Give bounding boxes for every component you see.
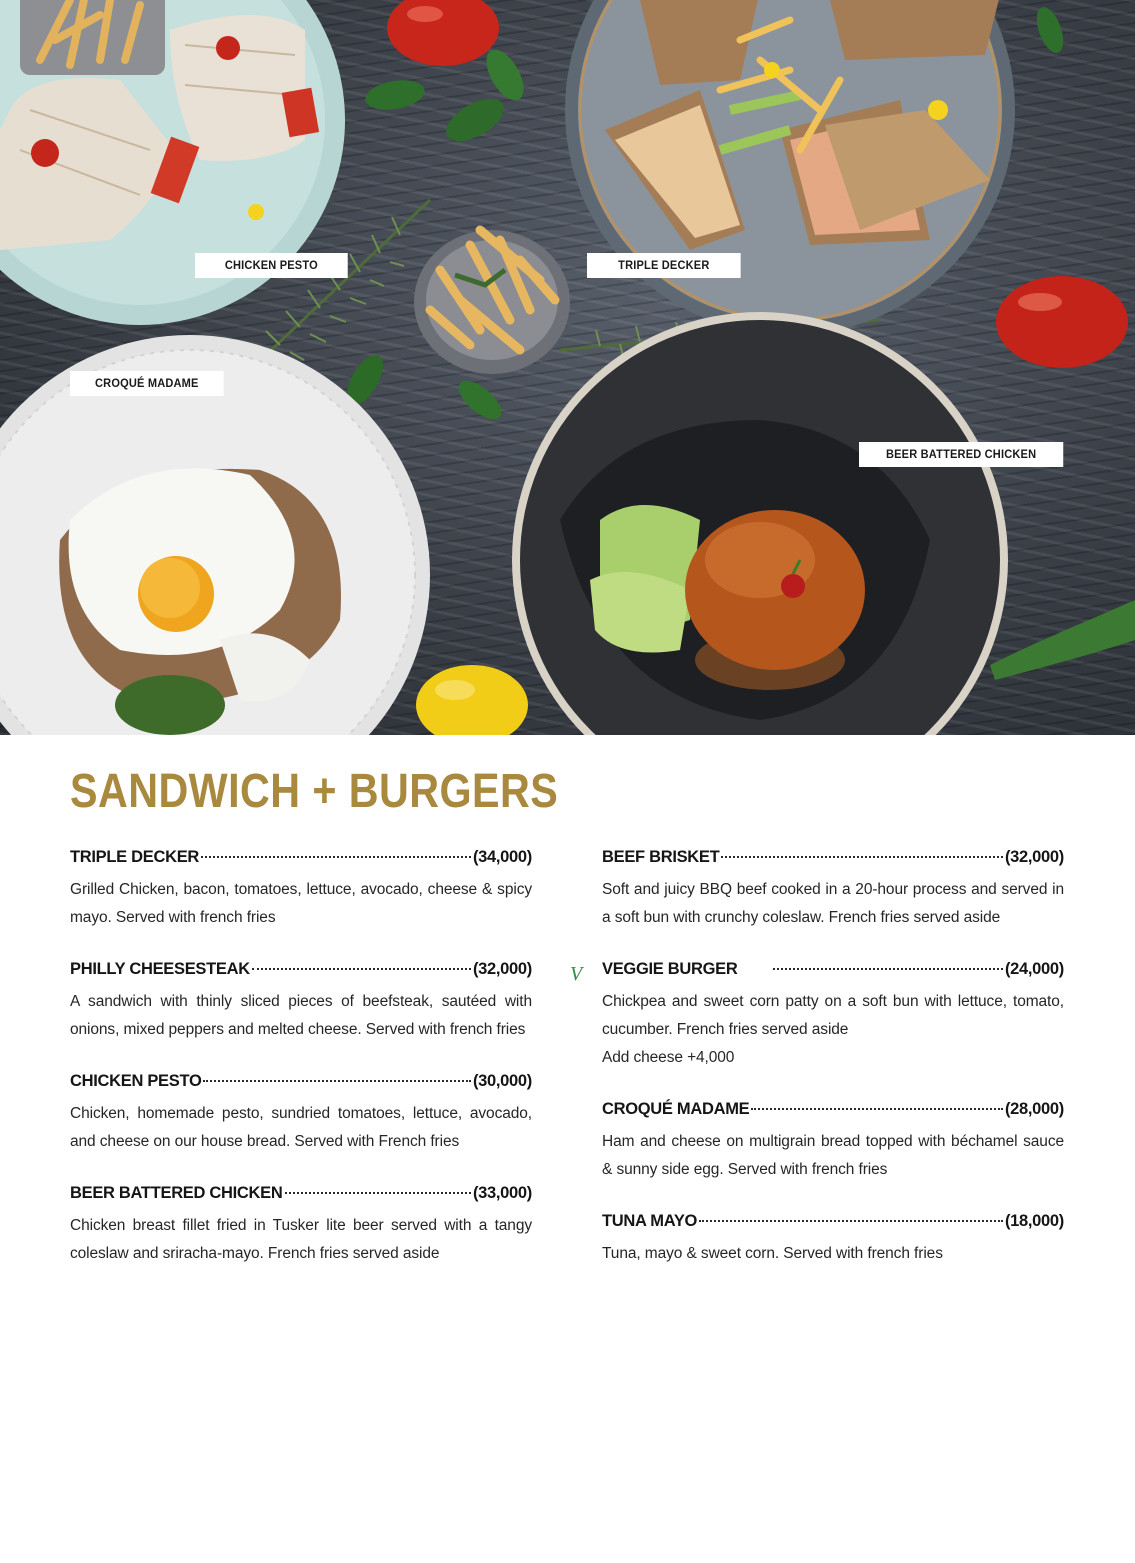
menu-item-description: Grilled Chicken, bacon, tomatoes, lettuce, avocado, cheese & spicy mayo. Served with french fries — [70, 881, 532, 926]
tomato — [387, 0, 499, 66]
menu-item-description: A sandwich with thinly sliced pieces of beefsteak, sautéed with onions, mixed peppers and melted cheese. Served with french fries — [70, 993, 532, 1038]
menu-item-description: Ham and cheese on multigrain bread topped with béchamel sauce & sunny side egg. Served with french fries — [602, 1133, 1064, 1178]
menu-item-header — [70, 1184, 532, 1212]
menu-item-description: Chicken breast fillet fried in Tusker lite beer served with a tangy coleslaw and sriracha-mayo. French fries served aside — [70, 1217, 532, 1262]
dot-leader — [721, 856, 1003, 858]
menu-item-description: Tuna, mayo & sweet corn. Served with french fries — [602, 1245, 943, 1262]
menu-item-header — [70, 960, 532, 988]
basil-leaf — [452, 374, 507, 426]
menu-item-price: (32,000) — [472, 960, 532, 978]
menu-item-price: (30,000) — [472, 1072, 532, 1090]
menu-item-header — [602, 960, 1064, 988]
menu-item-header — [602, 1212, 1064, 1240]
tag-beer-battered-chicken: BEER BATTERED CHICKEN — [859, 442, 1063, 467]
menu-item-beer-battered-chicken — [70, 1184, 532, 1268]
basil-leaf — [1031, 4, 1068, 57]
dot-leader — [285, 1192, 471, 1194]
menu-item-veggie-burger — [570, 960, 1064, 1072]
microgreens — [115, 675, 225, 735]
menu-item-price: (33,000) — [472, 1184, 532, 1202]
menu-item-name: VEGGIE BURGER — [602, 960, 738, 978]
menu-item-description: Chicken, homemade pesto, sundried tomatoes, lettuce, avocado, and cheese on our house bread. Served with French fries — [70, 1105, 532, 1150]
dot-leader — [252, 968, 471, 970]
tomato — [996, 276, 1128, 368]
menu-item-header — [70, 1072, 532, 1100]
dot-leader — [201, 856, 471, 858]
fries-basket — [20, 0, 165, 75]
basil-leaf — [479, 44, 531, 106]
menu-item-name: TUNA MAYO — [602, 1212, 698, 1230]
dot-leader — [773, 968, 1002, 970]
basil-leaf — [439, 90, 510, 150]
menu-item-price: (32,000) — [1004, 848, 1064, 866]
menu-item-name: CROQUÉ MADAME — [602, 1100, 750, 1118]
menu-item-name: CHICKEN PESTO — [70, 1072, 202, 1090]
menu-item-description: Chickpea and sweet corn patty on a soft bun with lettuce, tomato, cucumber. French fries served aside — [602, 993, 1064, 1038]
menu-item-chicken-pesto — [70, 1072, 532, 1156]
menu-item-price: (24,000) — [1004, 960, 1064, 978]
dot-leader — [699, 1220, 1003, 1222]
menu-column-left — [70, 848, 532, 1296]
menu-item-name: PHILLY CHEESESTEAK — [70, 960, 250, 978]
menu-item-header — [602, 848, 1064, 876]
menu-item-tuna-mayo — [602, 1212, 1064, 1268]
lemon — [416, 665, 528, 735]
menu-item-price: (28,000) — [1004, 1100, 1064, 1118]
basil-leaf — [363, 76, 427, 114]
food-illustration — [0, 0, 1135, 735]
menu-item-price: (34,000) — [472, 848, 532, 866]
tag-triple-decker: TRIPLE DECKER — [587, 253, 741, 278]
arugula-leaf — [990, 600, 1135, 680]
menu-item-philly-cheesesteak — [70, 960, 532, 1044]
menu-item-name: BEER BATTERED CHICKEN — [70, 1184, 283, 1202]
menu-item-price: (18,000) — [1004, 1212, 1064, 1230]
menu-item-beef-brisket — [602, 848, 1064, 932]
vegetarian-icon: V — [570, 963, 583, 985]
tag-chicken-pesto: CHICKEN PESTO — [195, 253, 348, 278]
dot-leader — [203, 1080, 470, 1082]
menu-item-header — [602, 1100, 1064, 1128]
menu-item-triple-decker — [70, 848, 532, 932]
menu-item-croque-madame — [602, 1100, 1064, 1184]
menu-item-name: TRIPLE DECKER — [70, 848, 200, 866]
menu-item-header — [70, 848, 532, 876]
dot-leader — [751, 1108, 1003, 1110]
menu-item-addon: Add cheese +4,000 — [602, 1049, 735, 1066]
menu-column-right — [570, 848, 1064, 1296]
hero-food-photo — [0, 0, 1135, 735]
menu-item-description: Soft and juicy BBQ beef cooked in a 20-hour process and served in a soft bun with crunchy coleslaw. French fries served aside — [602, 881, 1064, 926]
tag-croque-madame: CROQUÉ MADAME — [70, 371, 224, 396]
menu-item-name: BEEF BRISKET — [602, 848, 720, 866]
section-title: SANDWICH + BURGERS — [70, 765, 559, 818]
